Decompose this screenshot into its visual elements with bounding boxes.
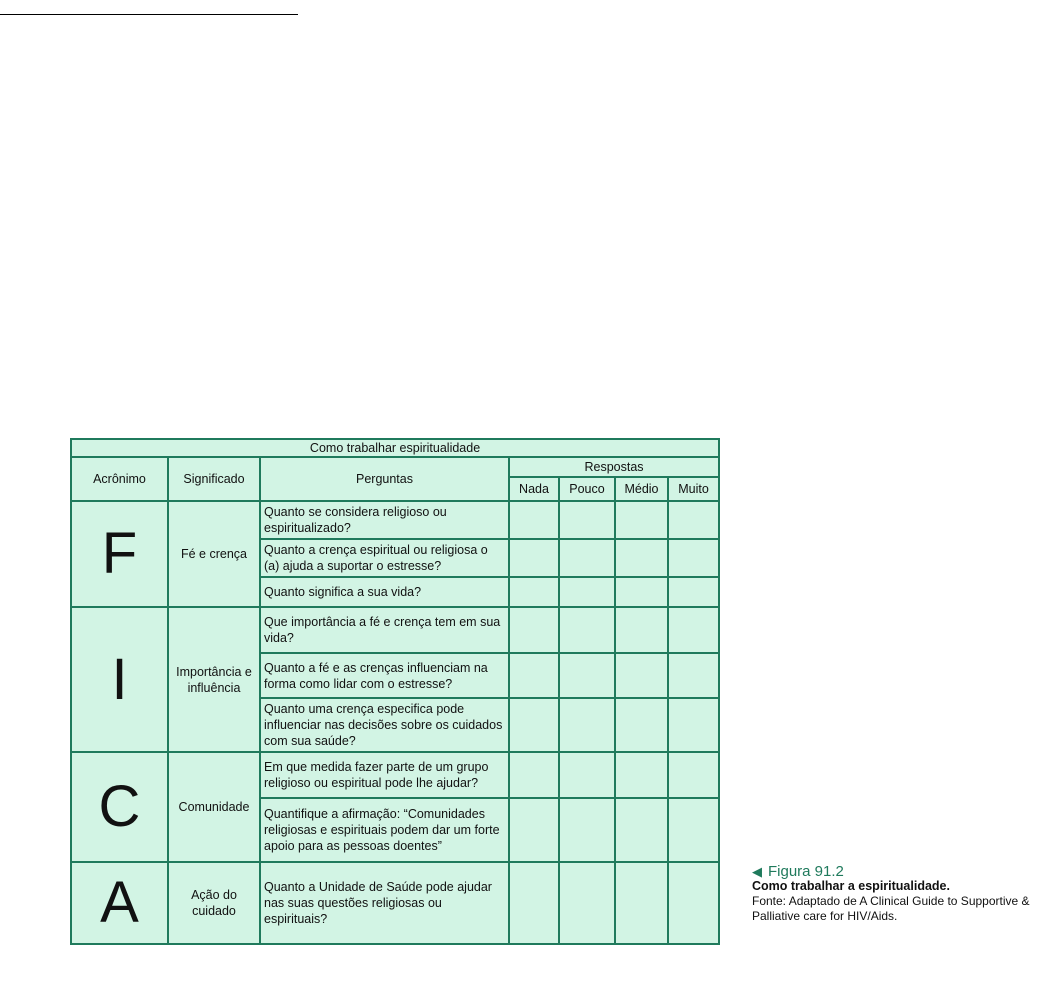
meaning-a: Ação do cuidado xyxy=(168,862,260,944)
question-f-2: Quanto a crença espiritual ou religiosa o (a) ajuda a suportar o estresse? xyxy=(260,539,509,577)
answer-cell xyxy=(559,862,615,944)
answer-cell xyxy=(559,607,615,653)
letter-c: C xyxy=(71,752,168,862)
answer-cell xyxy=(668,501,719,539)
figure-title: Como trabalhar a espiritualidade. xyxy=(752,879,950,893)
answer-cell xyxy=(559,653,615,698)
answer-cell xyxy=(559,539,615,577)
answer-cell xyxy=(559,752,615,798)
answer-cell xyxy=(615,577,668,607)
answer-cell xyxy=(615,653,668,698)
header-level-nada: Nada xyxy=(509,477,559,501)
figure-number: Figura 91.2 xyxy=(768,863,844,880)
answer-cell xyxy=(509,501,559,539)
answer-cell xyxy=(615,798,668,862)
answer-cell xyxy=(668,752,719,798)
answer-cell xyxy=(509,698,559,752)
meaning-f: Fé e crença xyxy=(168,501,260,607)
answer-cell xyxy=(509,798,559,862)
question-i-1: Que importância a fé e crença tem em sua vida? xyxy=(260,607,509,653)
answer-cell xyxy=(668,698,719,752)
header-questions: Perguntas xyxy=(260,457,509,501)
answer-cell xyxy=(559,577,615,607)
meaning-c: Comunidade xyxy=(168,752,260,862)
answer-cell xyxy=(615,862,668,944)
question-c-2: Quantifique a afirmação: “Comunidades religiosas e espirituais podem dar um forte apoio para as pessoas doentes” xyxy=(260,798,509,862)
answer-cell xyxy=(509,653,559,698)
figure-caption xyxy=(752,864,1048,924)
letter-f: F xyxy=(71,501,168,607)
answer-cell xyxy=(509,752,559,798)
header-meaning: Significado xyxy=(168,457,260,501)
header-acronym: Acrônimo xyxy=(71,457,168,501)
figure-label xyxy=(752,864,1048,879)
question-c-1: Em que medida fazer parte de um grupo religioso ou espiritual pode lhe ajudar? xyxy=(260,752,509,798)
header-answers: Respostas xyxy=(509,457,719,477)
answer-cell xyxy=(615,539,668,577)
question-i-2: Quanto a fé e as crenças influenciam na forma como lidar com o estresse? xyxy=(260,653,509,698)
answer-cell xyxy=(509,607,559,653)
answer-cell xyxy=(615,607,668,653)
table-caption: Como trabalhar espiritualidade xyxy=(71,439,719,457)
letter-a: A xyxy=(71,862,168,944)
answer-cell xyxy=(615,752,668,798)
answer-cell xyxy=(615,501,668,539)
meaning-i: Importância e influência xyxy=(168,607,260,752)
answer-cell xyxy=(509,539,559,577)
figure-source: Fonte: Adaptado de A Clinical Guide to Supportive & Palliative care for HIV/Aids. xyxy=(752,894,1030,923)
answer-cell xyxy=(668,539,719,577)
answer-cell xyxy=(559,798,615,862)
answer-cell xyxy=(668,577,719,607)
answer-cell xyxy=(668,862,719,944)
answer-cell xyxy=(615,698,668,752)
answer-cell xyxy=(559,698,615,752)
question-f-1: Quanto se considera religioso ou espiritualizado? xyxy=(260,501,509,539)
answer-cell xyxy=(509,862,559,944)
answer-cell xyxy=(668,653,719,698)
answer-cell xyxy=(509,577,559,607)
header-level-pouco: Pouco xyxy=(559,477,615,501)
question-a-1: Quanto a Unidade de Saúde pode ajudar nas suas questões religiosas ou espirituais? xyxy=(260,862,509,944)
header-level-muito: Muito xyxy=(668,477,719,501)
answer-cell xyxy=(559,501,615,539)
header-level-medio: Médio xyxy=(615,477,668,501)
top-rule xyxy=(0,14,298,15)
question-i-3: Quanto uma crença especifica pode influenciar nas decisões sobre os cuidados com sua saúde? xyxy=(260,698,509,752)
answer-cell xyxy=(668,798,719,862)
letter-i: I xyxy=(71,607,168,752)
fica-table xyxy=(70,438,720,945)
answer-cell xyxy=(668,607,719,653)
left-arrow-icon: ◀ xyxy=(752,864,762,879)
question-f-3: Quanto significa a sua vida? xyxy=(260,577,509,607)
